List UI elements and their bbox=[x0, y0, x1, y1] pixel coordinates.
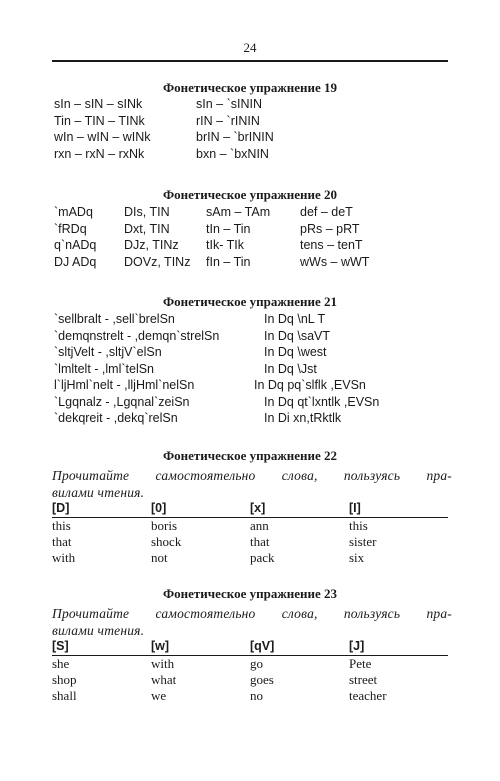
word-cell: shock bbox=[151, 534, 182, 549]
ex19-cell: sIn – sIN – sINk bbox=[54, 97, 143, 111]
word-cell: with bbox=[151, 656, 175, 671]
page-number: 24 bbox=[243, 40, 257, 55]
ex20-cell: DJz, TINz bbox=[124, 238, 179, 252]
word-cell: with bbox=[52, 550, 76, 565]
ex21-word: l`ljHml`nelt - ,lljHml`nelSn bbox=[54, 378, 195, 392]
word-cell: sister bbox=[349, 534, 377, 549]
word-cell: Pete bbox=[349, 656, 372, 671]
ex21-phrase: In Di xn,tRktlk bbox=[264, 411, 342, 425]
ex19-cell: wIn – wIN – wINk bbox=[54, 130, 151, 144]
ex19-cell: sIn – `sININ bbox=[196, 97, 262, 111]
ex21-phrase: In Dq \Jst bbox=[264, 361, 317, 376]
exercise-23-instruction bbox=[52, 605, 452, 639]
ex21-phrase: In Dq qt`lxntlk ,EVSn bbox=[264, 394, 380, 409]
exercise-20-title: Фонетическое упражнение 20 bbox=[162, 187, 338, 202]
table-row bbox=[52, 672, 448, 688]
ex20-cell: def – deT bbox=[300, 205, 353, 219]
ex21-phrase: In Dq \west bbox=[264, 345, 327, 359]
ex20-cell: `mADq bbox=[54, 205, 93, 219]
header-rule bbox=[52, 60, 448, 62]
table-header-row bbox=[52, 501, 448, 518]
word-cell: this bbox=[52, 518, 71, 533]
word-cell: shall bbox=[52, 688, 77, 703]
word-cell: this bbox=[349, 518, 368, 533]
sound-header: [D] bbox=[52, 501, 151, 518]
ex19-cell: bxn – `bxNIN bbox=[196, 146, 269, 161]
word-cell: pack bbox=[250, 550, 275, 565]
ex20-cell: tIn – Tin bbox=[206, 221, 251, 236]
table-header-row bbox=[52, 639, 448, 656]
word-cell: shop bbox=[52, 672, 77, 687]
table-row bbox=[52, 550, 448, 566]
exercise-22-instruction bbox=[52, 467, 452, 501]
word-cell: that bbox=[52, 534, 72, 549]
word-cell: not bbox=[151, 550, 168, 565]
exercise-23-title: Фонетическое упражнение 23 bbox=[162, 586, 338, 601]
ex20-cell: Dxt, TIN bbox=[124, 221, 170, 236]
ex20-cell: DJ ADq bbox=[54, 254, 97, 269]
word-cell: we bbox=[151, 688, 167, 703]
table-row bbox=[52, 688, 448, 704]
ex19-cell: brIN – `brININ bbox=[196, 130, 274, 144]
ex19-cell: rxn – rxN – rxNk bbox=[54, 146, 145, 161]
ex20-cell: fIn – Tin bbox=[206, 254, 251, 269]
exercise-21-title: Фонетическое упражнение 21 bbox=[162, 294, 338, 309]
sound-header: [S] bbox=[52, 639, 151, 656]
ex21-word: `sellbralt - ,sell`brelSn bbox=[54, 312, 175, 326]
ex20-cell: tens – tenT bbox=[300, 238, 363, 252]
word-cell: that bbox=[250, 534, 270, 549]
ex19-cell: Tin – TIN – TINk bbox=[54, 113, 145, 128]
instruction-line: Прочитайте самостоятельно слова, пользуясь пра- bbox=[52, 606, 452, 621]
ex21-word: `sltjVelt - ,sltjV`elSn bbox=[54, 345, 162, 359]
ex20-cell: pRs – pRT bbox=[300, 221, 360, 236]
word-cell: what bbox=[151, 672, 177, 687]
instruction-line: вилами чтения. bbox=[52, 485, 145, 500]
ex19-cell: rIN – `rININ bbox=[196, 113, 260, 128]
table-row bbox=[52, 534, 448, 550]
exercise-19-title: Фонетическое упражнение 19 bbox=[162, 80, 338, 95]
sound-header: [qV] bbox=[250, 639, 349, 656]
ex21-phrase: In Dq \saVT bbox=[264, 328, 330, 343]
word-cell: boris bbox=[151, 518, 177, 533]
ex21-word: `dekqreit - ,dekq`relSn bbox=[54, 411, 178, 425]
exercise-22-table bbox=[52, 501, 448, 566]
ex21-phrase: In Dq pq`slflk ,EVSn bbox=[254, 378, 366, 392]
word-cell: street bbox=[349, 672, 378, 687]
sound-header: [x] bbox=[250, 501, 349, 518]
word-cell: no bbox=[250, 688, 263, 703]
word-cell: teacher bbox=[349, 688, 387, 703]
instruction-line: Прочитайте самостоятельно слова, пользуясь пра- bbox=[52, 468, 452, 483]
word-cell: she bbox=[52, 656, 70, 671]
ex20-cell: DOVz, TINz bbox=[124, 254, 191, 269]
ex21-word: `demqnstrelt - ,demqn`strelSn bbox=[54, 328, 220, 343]
sound-header: [0] bbox=[151, 501, 250, 518]
exercise-23-table bbox=[52, 639, 448, 704]
ex21-phrase: In Dq \nL T bbox=[264, 312, 326, 326]
sound-header: [I] bbox=[349, 501, 448, 518]
ex20-cell: wWs – wWT bbox=[300, 254, 370, 269]
word-cell: go bbox=[250, 656, 263, 671]
ex21-word: `lmltelt - ,lml`telSn bbox=[54, 361, 155, 376]
word-cell: ann bbox=[250, 518, 269, 533]
sound-header: [w] bbox=[151, 639, 250, 656]
ex21-word: `Lgqnalz - ,Lgqnal`zeiSn bbox=[54, 394, 190, 409]
table-row bbox=[52, 518, 448, 535]
word-cell: six bbox=[349, 550, 365, 565]
table-row bbox=[52, 656, 448, 673]
exercise-22-title: Фонетическое упражнение 22 bbox=[162, 448, 338, 463]
ex20-cell: tIk- TIk bbox=[206, 238, 244, 252]
word-cell: goes bbox=[250, 672, 274, 687]
sound-header: [J] bbox=[349, 639, 448, 656]
ex20-cell: sAm – TAm bbox=[206, 205, 271, 219]
ex20-cell: DIs, TIN bbox=[124, 205, 170, 219]
ex20-cell: q`nADq bbox=[54, 238, 97, 252]
instruction-line: вилами чтения. bbox=[52, 623, 145, 638]
ex20-cell: `fRDq bbox=[54, 221, 87, 236]
